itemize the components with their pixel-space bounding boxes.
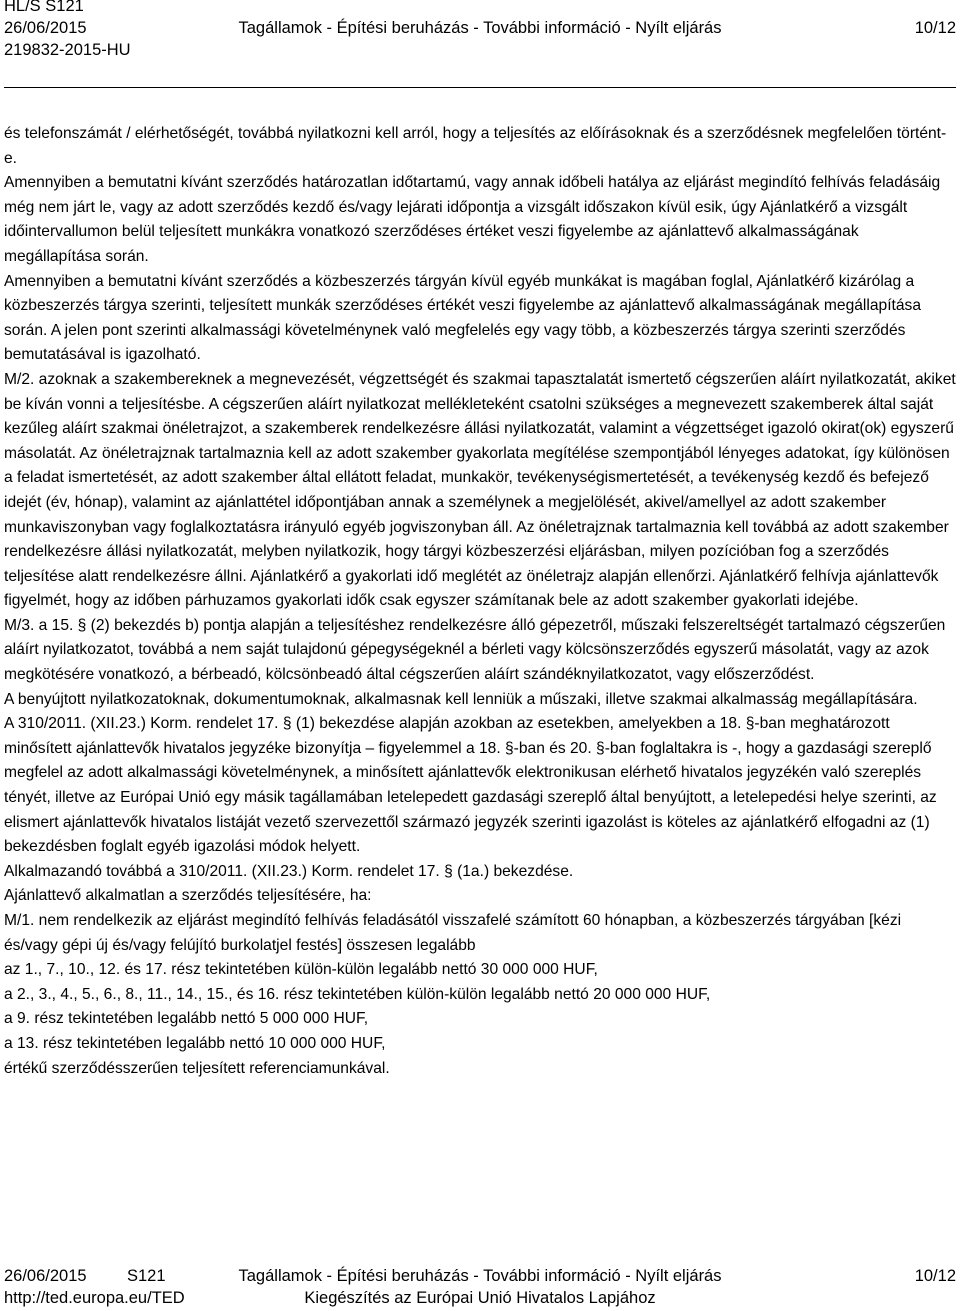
header-page-number: 10/12	[914, 19, 956, 37]
header-title: Tagállamok - Építési beruházás - További információ - Nyílt eljárás	[238, 19, 722, 37]
page-footer	[4, 1266, 956, 1310]
paragraph: M/3. a 15. § (2) bekezdés b) pontja alapján a teljesítéshez rendelkezésre álló gépezetről, műszaki felszereltségét tartalmazó cégszerűen aláírt nyilatkozatot, továbbá a nem saját tulajdonú gépegységeknél a bérleti vagy kölcsönszerződés egyszerű másolatát, vagy az azok megkötésére vonatkozó, a bérbeadó, kölcsönbeadó által cégszerűen aláírt szándéknyilatkozatot, vagy előszerződést.	[4, 616, 946, 684]
footer-series: S121	[127, 1267, 166, 1285]
paragraph: Ajánlattevő alkalmatlan a szerződés teljesítésére, ha:	[4, 887, 372, 905]
doc-id: 219832-2015-HU	[4, 41, 131, 59]
paragraph: az 1., 7., 10., 12. és 17. rész tekintetében külön-külön legalább nettó 30 000 000 HUF,	[4, 961, 598, 979]
paragraph: értékű szerződésszerűen teljesített referenciamunkával.	[4, 1059, 390, 1077]
footer-supplement: Kiegészítés az Európai Unió Hivatalos Lapjához	[304, 1289, 656, 1307]
footer-url-link[interactable]: http://ted.europa.eu/TED	[4, 1289, 185, 1307]
footer-title: Tagállamok - Építési beruházás - További információ - Nyílt eljárás	[238, 1267, 722, 1285]
paragraph: Amennyiben a bemutatni kívánt szerződés a közbeszerzés tárgyán kívül egyéb munkákat is magában foglal, Ajánlatkérő kizárólag a közbeszerzés tárgya szerinti, teljesített munkák szerződéses értékét veszi figyelembe az ajánlattevő alkalmasságának megállapítása során. A jelen pont szerinti alkalmassági követelménynek való megfelelés egy vagy több, a közbeszerzés tárgya szerinti szerződés bemutatásával is igazolható.	[4, 272, 922, 364]
header-date: 26/06/2015	[4, 19, 87, 37]
paragraph: Alkalmazandó továbbá a 310/2011. (XII.23.) Korm. rendelet 17. § (1a.) bekezdése.	[4, 862, 574, 880]
paragraph: Amennyiben a bemutatni kívánt szerződés határozatlan időtartamú, vagy annak időbeli hatálya az eljárást megindító felhívás feladásáig még nem járt le, vagy az adott szerződés kezdő és/vagy lejárati időpontja a vizsgált időszakon kívül esik, úgy Ajánlatkérő a vizsgált időintervallumon belül teljesített munkákra vonatkozó szerződéses értéket veszi figyelembe az ajánlattevő alkalmasságának megállapítása során.	[4, 174, 941, 265]
doc-code: HL/S S121	[4, 0, 84, 15]
page-header	[4, 0, 956, 62]
paragraph: A 310/2011. (XII.23.) Korm. rendelet 17. § (1) bekezdése alapján azokban az esetekben, amelyekben a 18. §-ban meghatározott minősített ajánlattevők hivatalos jegyzéke bizonyítja – figyelemmel a 18. §-ban és 20. §-ban foglaltakra is -, hogy a gazdasági szereplő megfelel az adott alkalmassági követelménynek, a minősített ajánlattevők elektronikusan elérhető hivatalos jegyzékén való szereplés tényét, illetve az Európai Unió egy másik tagállamában letelepedett gazdasági szereplő által benyújtott, a letelepedési helye szerinti, az elismert ajánlattevők hivatalos listáját vezető szervezettől származó jegyzék szerinti igazolást is köteles az ajánlatkérő elfogadni az (1) bekezdésben foglalt egyéb igazolási módok helyett.	[4, 715, 937, 856]
paragraph: a 2., 3., 4., 5., 6., 8., 11., 14., 15., és 16. rész tekintetében külön-külön legalább nettó 20 000 000 HUF,	[4, 985, 711, 1003]
paragraph: A benyújtott nyilatkozatoknak, dokumentumoknak, alkalmasnak kell lenniük a műszaki, illetve szakmai alkalmasság megállapítására.	[4, 690, 918, 708]
footer-page-number: 10/12	[914, 1267, 956, 1285]
footer-date: 26/06/2015	[4, 1267, 87, 1285]
header-divider	[4, 87, 956, 88]
paragraph: M/2. azoknak a szakembereknek a megnevezését, végzettségét és szakmai tapasztalatát ismertető cégszerűen aláírt nyilatkozatát, akiket be kíván vonni a teljesítésbe. A cégszerűen aláírt nyilatkozat mellékleteként csatolni szükséges a megnevezett szakemberek által saját kezűleg aláírt szakmai önéletrajzot, a szakemberek rendelkezésre állási nyilatkozatát, valamint a végzettséget igazoló okirat(ok) egyszerű másolatát. Az önéletrajznak tartalmaznia kell az adott szakember gyakorlata megítélése szempontjából lényeges adatokat, így különösen a feladat ismertetését, az adott szakember által ellátott feladat, munkakör, tevékenységismertetését, a tevékenység kezdő és befejező idejét (év, hónap), valamint az ajánlattétel időpontjában annak a személynek a megjelölését, akivel/amellyel az adott szakember munkaviszonyban vagy foglalkoztatásra irányuló egyéb jogviszonyban áll. Az önéletrajznak tartalmaznia kell továbbá az adott szakember rendelkezésre állási nyilatkozatát, melyben nyilatkozik, hogy tárgyi közbeszerzési eljárásban, milyen pozícióban fog a szerződés teljesítése alatt rendelkezésre állni. Ajánlatkérő a gyakorlati idő meglétét az önéletrajz alapján ellenőrzi. Ajánlatkérő felhívja ajánlattevők figyelmét, hogy az időben párhuzamos gyakorlati idők csak egyszer számítanak bele az adott szakember gyakorlati idejébe.	[4, 370, 956, 610]
paragraph: és telefonszámát / elérhetőségét, továbbá nyilatkozni kell arról, hogy a teljesítés az előírásoknak és a szerződésnek megfelelően történt-e.	[4, 125, 947, 167]
document-body	[4, 122, 956, 1081]
paragraph: M/1. nem rendelkezik az eljárást megindító felhívás feladásától visszafelé számított 60 hónapban, a közbeszerzés tárgyában [kézi és/vagy gépi új és/vagy felújító burkolatjel festés] összesen legalább	[4, 912, 902, 954]
paragraph: a 9. rész tekintetében legalább nettó 5 000 000 HUF,	[4, 1010, 369, 1028]
paragraph: a 13. rész tekintetében legalább nettó 10 000 000 HUF,	[4, 1034, 386, 1052]
